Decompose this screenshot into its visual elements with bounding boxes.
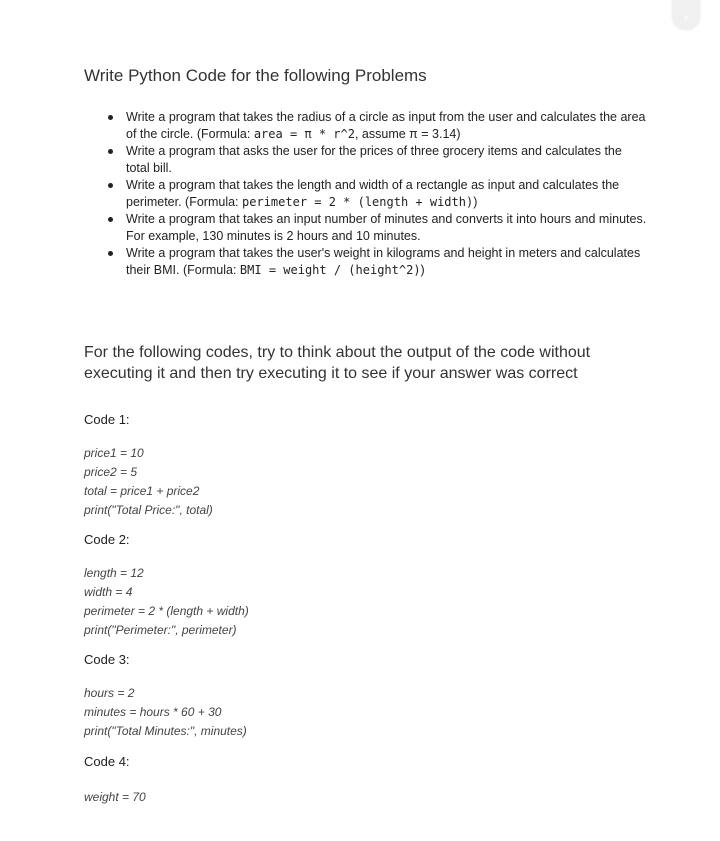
formula-code: BMI = weight / (height^2) — [239, 263, 421, 277]
instructions-paragraph: For the following codes, try to think about the output of the code without executing it and then try executing it to see if your answer was correct — [84, 344, 591, 382]
code-label: Code 1: — [84, 412, 130, 427]
code-line: price2 = 5 — [84, 465, 138, 479]
page-title: Write Python Code for the following Problems — [84, 66, 427, 85]
code-snippet — [84, 684, 247, 741]
code-line: weight = 70 — [84, 790, 146, 804]
code-line: perimeter = 2 * (length + width) — [84, 604, 249, 618]
problem-item: Write a program that asks the user for the prices of three grocery items and calculates the total bill. — [108, 143, 648, 177]
scroll-down-button[interactable] — [672, 0, 700, 30]
code-snippet — [84, 444, 213, 520]
code-snippet — [84, 788, 146, 807]
code-line: length = 12 — [84, 566, 144, 580]
problem-item: Write a program that takes the radius of a circle as input from the user and calculates the area of the circle. (Formula: area = π * r^2, assume π = 3.14) — [108, 109, 648, 143]
code-line: price1 = 10 — [84, 446, 144, 460]
problem-item: Write a program that takes the length and width of a rectangle as input and calculates the perimeter. (Formula: perimeter = 2 * (length + width)) — [108, 177, 648, 211]
problem-list — [108, 109, 648, 279]
code-line: minutes = hours * 60 + 30 — [84, 705, 222, 719]
code-label: Code 4: — [84, 754, 130, 769]
code-label: Code 2: — [84, 532, 130, 547]
problem-item: Write a program that takes the user's weight in kilograms and height in meters and calculates their BMI. (Formula: BMI = weight / (height^2)) — [108, 245, 648, 279]
code-line: print("Perimeter:", perimeter) — [84, 623, 237, 637]
code-label: Code 3: — [84, 652, 130, 667]
code-line: total = price1 + price2 — [84, 484, 200, 498]
code-line: width = 4 — [84, 585, 133, 599]
formula-code: area = π * r^2 — [253, 127, 355, 141]
code-line: print("Total Minutes:", minutes) — [84, 724, 247, 738]
code-line: hours = 2 — [84, 686, 135, 700]
problem-item: Write a program that takes an input number of minutes and converts it into hours and minutes. For example, 130 minutes is 2 hours and 10 minutes. — [108, 211, 648, 245]
code-snippet — [84, 564, 249, 640]
code-line: print("Total Price:", total) — [84, 503, 213, 517]
formula-code: perimeter = 2 * (length + width) — [242, 195, 474, 209]
chevron-down-icon: › — [683, 10, 689, 26]
